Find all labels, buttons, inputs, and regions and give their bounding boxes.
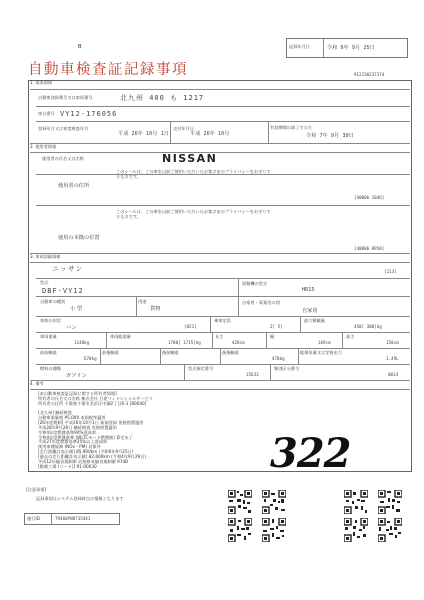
model-label: 型式 (40, 280, 49, 285)
user-address-label: 使用者の住所 (58, 183, 90, 189)
privacy-seal (112, 150, 298, 230)
width-label: 幅 (270, 334, 275, 339)
first-reg-value: 平成 26年 10月 1日 (118, 131, 169, 137)
body-value: バン (66, 325, 77, 331)
max-load-value: 450[ 300]kg (354, 324, 382, 329)
kind-label: 自動車の種別 (40, 299, 66, 304)
width-value: 169cm (318, 340, 331, 345)
form-letter: B (78, 44, 82, 50)
reg-number-label: 自動車登録番号又は車両番号 (38, 95, 93, 100)
remark-line: 令和4年度燃費基準90%達成車 (38, 429, 97, 435)
nissan-logo: NISSAN (162, 152, 218, 165)
remark-line: 平成12年騒音規制車 近接排気騒音規制値 97dB (38, 458, 129, 464)
remark-line: [26年度税制] 平成26年10月1日 新規登録 免税措置適用 (38, 420, 144, 426)
qr-code-icon (344, 490, 368, 514)
body-code: [021] (184, 324, 197, 329)
length-value: 428cm (232, 340, 245, 345)
use-label: 用途 (138, 299, 147, 304)
record-date-label: 記録年月日 (289, 44, 310, 49)
type-designation-label: 型式指定番号 (188, 366, 214, 371)
front-rear-axle-label: 前後軸重 (102, 350, 119, 355)
remark-line: [整備工場 (コード)] 91-00030 (38, 463, 97, 469)
operation-id-box (24, 513, 120, 525)
record-date-value: 令和 6年 9月 25日 (327, 45, 375, 51)
weight-label: 車両重量 (40, 334, 57, 339)
expiry-value: 令和 7年 9月 30日 (306, 133, 354, 139)
operation-id-label: 運行ID (27, 516, 40, 521)
qr-code-icon (378, 490, 402, 514)
gross-weight-value: 1700[ 1715]kg (168, 340, 201, 345)
user-name-label: 使用者の氏名又は名称 (42, 156, 84, 161)
rear-rear-axle-label: 後後軸重 (222, 350, 239, 355)
rear-rear-axle-value: 470kg (272, 356, 285, 361)
remark-line: 使用車種規制 (NOx・PM) 対象外 (38, 444, 101, 450)
record-date-box (286, 38, 408, 58)
qr-code-icon (228, 518, 252, 542)
remark-line: [北九州] 継続検査 (38, 410, 72, 416)
weight-value: 1140kg (74, 340, 90, 345)
maker-code: [213] (384, 269, 397, 274)
notice-text: 記録事項はシステム登録時点の情報となります (36, 496, 124, 501)
section1-heading: 1. 基本情報 (30, 80, 53, 85)
front-axle-label: 前前軸重 (40, 350, 57, 355)
category-value: 0014 (388, 372, 399, 377)
reg-number-value: 北九州 400 も 1217 (120, 94, 205, 102)
notice-label: [注意事項] (26, 487, 47, 492)
model-value: DBF-VY12 (42, 287, 84, 295)
chassis-value: VY12-176056 (60, 110, 118, 118)
operation-id-value: T9460YN8735441 (55, 516, 91, 521)
category-label: 類別区分番号 (274, 366, 300, 371)
max-load-label: 最大積載量 (304, 318, 325, 323)
section4-heading: 4. 備考 (30, 381, 44, 386)
capacity-value: 2[ 5] (270, 324, 283, 329)
maker-value: ニッサン (52, 265, 84, 273)
remark-line: 自動車重量税 ¥5,000 本則税率適用 (38, 415, 106, 421)
section3-heading: 3. 車両詳細情報 (30, 254, 61, 259)
front-axle-value: 670kg (84, 356, 97, 361)
engine-value: HR15 (302, 287, 315, 293)
height-label: 高さ (346, 334, 355, 339)
qr-code-icon (262, 490, 286, 514)
qr-code-icon (344, 518, 368, 542)
base-location-code: [40006 0950] (354, 246, 385, 251)
body-label: 車体の形状 (40, 318, 61, 323)
fuel-value: ガソリン (66, 373, 87, 379)
gross-weight-label: 車両総重量 (110, 334, 131, 339)
private-value: 自家用 (302, 308, 318, 314)
remarks-block (38, 392, 298, 469)
remark-line: [過去の走行距離計表示値] 82,600km (令和4年9月29日) (38, 453, 147, 459)
serial-number: 912230237374 (354, 72, 385, 77)
qr-code-icon (228, 490, 252, 514)
base-location-label: 使用の本拠の位置 (58, 235, 100, 241)
remark-line: 平成27年度燃費基準25%以上達成車 (38, 439, 108, 445)
remark-line: [走行距離計表示値] 85,900km (令和6年9月25日) (38, 449, 134, 455)
section2-heading: 2. 使用者情報 (30, 144, 57, 149)
remark-line: [本自動車検査証記録に関する所有者情報] (38, 391, 117, 396)
first-reg-label: 登録年月又は初度検査年月 (38, 126, 89, 131)
kind-value: 小 型 (70, 306, 83, 312)
displacement-value: 1.49L (386, 356, 399, 361)
remark-line: 所有者の氏名又は名称 株式会社 日産フィナンシャルサービス (38, 395, 153, 401)
handwritten-number: 322 (270, 430, 351, 477)
issue-date-label: 交付年月日 (173, 126, 194, 131)
seal-notice-2: このシールは、この車を以前ご使用いただいたお客さまのプライバシーをお守りするものです。 (116, 209, 271, 219)
height-value: 150cm (386, 340, 399, 345)
displacement-label: 総排気量又は定格出力 (300, 350, 342, 355)
remark-line: 所有者の住所 千葉県千葉市美浜区中瀬2丁目6-1 [80040] (38, 400, 147, 406)
rear-front-axle-label: 後前軸重 (162, 350, 179, 355)
fuel-label: 燃料の種類 (40, 366, 61, 371)
capacity-label: 乗車定員 (214, 318, 231, 323)
chassis-label: 車台番号 (38, 111, 55, 116)
engine-label: 原動機の型式 (242, 281, 268, 286)
use-value: 貨物 (150, 306, 161, 312)
document-title: 自動車検査証記録事項 (28, 62, 188, 78)
remark-line: 令和4年度燃費基準 (WLTCモード燃費値) 算定未了 (38, 434, 133, 440)
qr-code-icon (262, 518, 286, 542)
length-label: 長さ (215, 334, 224, 339)
expiry-label: 有効期間の満了する日 (270, 125, 312, 130)
seal-notice-1: このシールは、この車を以前ご使用いただいたお客さまのプライバシーをお守りするものです。 (116, 169, 271, 179)
remark-line: 平成28年9月28日 継続検査 免税措置適用 (38, 424, 117, 430)
qr-code-icon (378, 518, 402, 542)
type-designation-value: 15633 (246, 372, 259, 377)
issue-date-value: 平成 26年 10月 (190, 131, 230, 137)
user-address-code: [40006 1046] (354, 195, 385, 200)
private-label: 自家用・事業用の別 (242, 300, 280, 305)
